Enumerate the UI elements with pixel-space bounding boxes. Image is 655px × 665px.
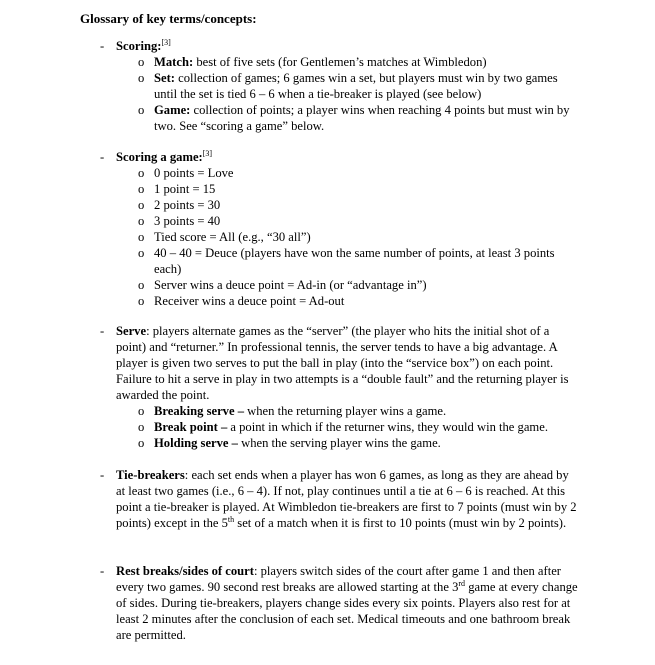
term-definition: when the returning player wins a game. [244, 404, 447, 418]
section-serve [100, 323, 580, 451]
circle-bullet: o [138, 55, 145, 69]
section-tie-breakers [100, 467, 580, 531]
section-scoring [100, 38, 580, 134]
list-item [138, 245, 580, 277]
term-label: Break point – [154, 420, 228, 434]
list-item [138, 293, 580, 309]
list-item [138, 197, 580, 213]
ordinal-suffix: rd [458, 578, 466, 588]
circle-bullet: o [138, 246, 145, 260]
circle-bullet: o [138, 71, 145, 85]
list-item-text: 40 – 40 = Deuce (players have won the same number of points, at least 3 points each) [154, 246, 555, 276]
circle-bullet: o [138, 182, 145, 196]
list-item-text: Receiver wins a deuce point = Ad-out [154, 294, 345, 308]
circle-bullet: o [138, 230, 145, 244]
circle-bullet: o [138, 103, 145, 117]
list-item [138, 70, 580, 102]
tie-breakers-text-part1: : each set ends when a player has won 6 games, as long as they are ahead by at least two games (i.e., 6 – 4). If not, play continues until a tie at 6 – 6 is reached. At this point a tie-breaker is played. At Wimbledon tie-breakers are first to 7 points (must win by 2 points) except in the 5 [116, 468, 577, 530]
serve-description: : players alternate games as the “server” (the player who hits the initial shot of a point) and “returner.” In professional tennis, the server tends to have a big advantage. A player is given two serves to put the ball in play (into the “service box”) on each point. Failure to hit a serve in play in two attempts is a “double fault” and the returning player is awarded the point. [116, 324, 569, 402]
circle-bullet: o [138, 166, 145, 180]
list-item [138, 229, 580, 245]
list-item [138, 102, 580, 134]
list-item [138, 403, 580, 419]
circle-bullet: o [138, 404, 145, 418]
rest-breaks-text-part2: game at every change of sides. During tie-breakers, players change sides every six points. Players also rest for at least 2 minutes after the conclusion of each set. Medical timeouts and one bathroom break are permitted. [116, 580, 578, 642]
list-item [138, 54, 580, 70]
list-item [138, 435, 580, 451]
list-item-text: 0 points = Love [154, 166, 234, 180]
term-label: Set: [154, 71, 175, 85]
list-item-text: Server wins a deuce point = Ad-in (or “advantage in”) [154, 278, 427, 292]
section-title-scoring: Scoring: [116, 39, 162, 53]
section-title-tie-breakers: Tie-breakers [116, 468, 185, 482]
term-definition: best of five sets (for Gentlemen’s matches at Wimbledon) [193, 55, 487, 69]
circle-bullet: o [138, 198, 145, 212]
list-item-text: 1 point = 15 [154, 182, 216, 196]
dash-bullet: - [100, 564, 105, 578]
circle-bullet: o [138, 420, 145, 434]
term-definition: collection of points; a player wins when reaching 4 points but must win by two. See “scoring a game” below. [154, 103, 570, 133]
list-item [138, 165, 580, 181]
circle-bullet: o [138, 214, 145, 228]
dash-bullet: - [100, 468, 105, 482]
term-definition: when the serving player wins the game. [237, 436, 441, 450]
rest-breaks-text-part1: : players switch sides of the court after game 1 and then after every two games. 90 second rest breaks are allowed starting at the 3 [116, 564, 561, 594]
list-item [138, 419, 580, 435]
scoring-list [138, 54, 580, 134]
circle-bullet: o [138, 294, 145, 308]
glossary-heading: Glossary of key terms/concepts: [80, 11, 257, 26]
list-item [138, 181, 580, 197]
term-definition: a point in which if the returner wins, they would win the game. [227, 420, 548, 434]
list-item [138, 277, 580, 293]
term-label: Breaking serve – [154, 404, 245, 418]
section-title-rest-breaks: Rest breaks/sides of court [116, 564, 254, 578]
term-label: Game: [154, 103, 191, 117]
tie-breakers-text-part2: set of a match when it is first to 10 points (must win by 2 points). [234, 516, 567, 530]
serve-list [138, 403, 580, 451]
ordinal-suffix: th [227, 514, 235, 524]
term-definition: collection of games; 6 games win a set, but players must win by two games until the set is tied 6 – 6 when a tie-breaker is played (see below) [154, 71, 558, 101]
section-title-serve: Serve [116, 324, 147, 338]
section-scoring-a-game [100, 149, 580, 309]
list-item-text: Tied score = All (e.g., “30 all”) [154, 230, 311, 244]
dash-bullet: - [100, 324, 105, 338]
section-rest-breaks [100, 563, 580, 643]
dash-bullet: - [100, 39, 105, 53]
citation-ref: [3] [202, 148, 213, 158]
list-item-text: 3 points = 40 [154, 214, 221, 228]
list-item [138, 213, 580, 229]
dash-bullet: - [100, 150, 105, 164]
list-item-text: 2 points = 30 [154, 198, 221, 212]
scoring-game-list [138, 165, 580, 309]
term-label: Holding serve – [154, 436, 238, 450]
term-label: Match: [154, 55, 194, 69]
circle-bullet: o [138, 436, 145, 450]
citation-ref: [3] [161, 37, 171, 47]
section-title-scoring-a-game: Scoring a game: [116, 150, 203, 164]
circle-bullet: o [138, 278, 145, 292]
